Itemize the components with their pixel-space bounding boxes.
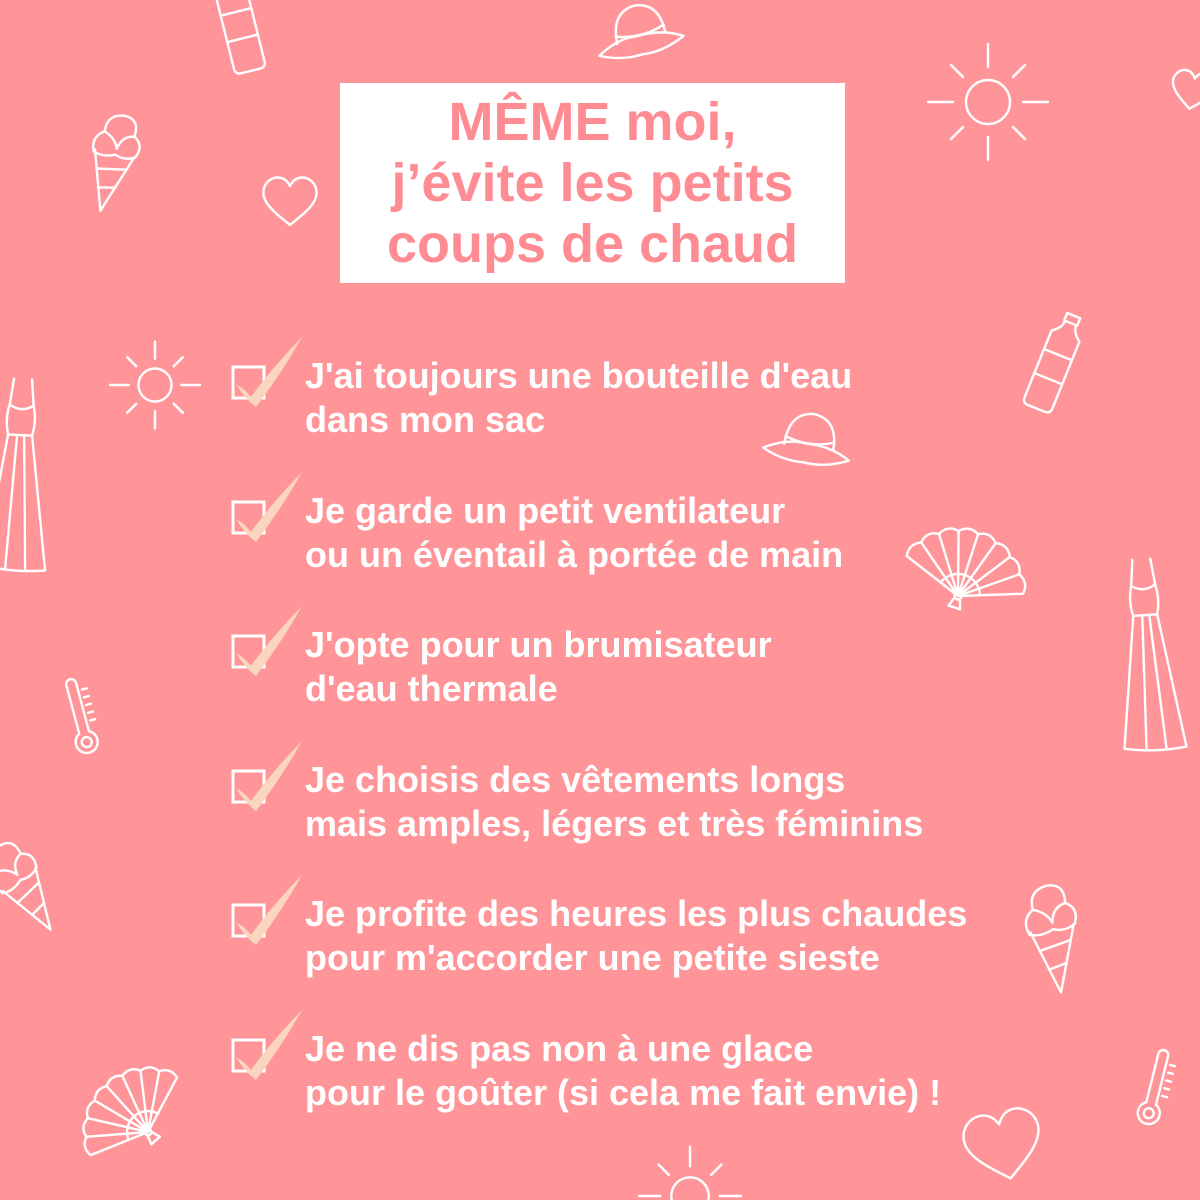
checkmark-icon	[236, 875, 302, 945]
water-bottle-icon	[1022, 310, 1087, 414]
checkbox[interactable]	[230, 867, 310, 947]
title-card	[340, 83, 845, 283]
checkmark-icon	[236, 606, 302, 676]
item-text-line: Je choisis des vêtements longs	[305, 758, 846, 800]
checklist-item	[305, 489, 967, 577]
ice-cream-icon	[78, 110, 146, 216]
ice-cream-icon	[0, 834, 70, 941]
item-text-line: dans mon sac	[305, 399, 546, 440]
item-text-line: Je ne dis pas non à une glace	[305, 1027, 814, 1069]
hand-fan-icon	[62, 1045, 199, 1179]
title-line: MÊME moi,	[448, 91, 737, 152]
checklist-item	[305, 758, 967, 846]
checkbox[interactable]	[230, 1002, 310, 1082]
checklist	[305, 354, 967, 1161]
water-bottle-icon	[210, 0, 266, 75]
title-line: coups de chaud	[386, 213, 799, 274]
item-text-line: pour le goûter (si cela me fait envie) !	[305, 1071, 942, 1113]
checklist-item	[305, 623, 967, 711]
heart-icon	[263, 178, 316, 226]
checkbox[interactable]	[230, 598, 310, 678]
heart-icon	[1169, 68, 1200, 112]
item-text-line: Je profite des heures les plus chaudes	[305, 893, 968, 934]
sun-icon	[110, 342, 200, 429]
checkmark-icon	[236, 741, 302, 811]
item-text-line: pour m'accorder une petite sieste	[305, 937, 880, 978]
ice-cream-icon	[1021, 882, 1086, 996]
thermometer-icon	[1135, 1047, 1178, 1127]
item-text-line: ou un éventail à portée de main	[305, 533, 844, 575]
checklist-item	[305, 1027, 967, 1115]
dress-icon	[1111, 557, 1186, 752]
heart-icon	[960, 1105, 1048, 1187]
checkbox[interactable]	[230, 464, 310, 544]
sun-icon	[928, 44, 1048, 160]
checklist-item	[305, 892, 967, 980]
checkmark-icon	[236, 472, 302, 542]
item-text-line: Je garde un petit ventilateur	[305, 489, 786, 531]
dress-icon	[0, 378, 55, 573]
item-text-line: d'eau thermale	[305, 668, 558, 709]
item-text-line: mais amples, légers et très féminins	[305, 802, 924, 844]
item-text-line: J'ai toujours une bouteille d'eau	[305, 355, 853, 396]
checkmark-icon	[236, 1010, 302, 1080]
checkbox[interactable]	[230, 329, 310, 409]
thermometer-icon	[59, 676, 103, 756]
sun-hat-icon	[591, 0, 686, 63]
checkmark-icon	[236, 337, 302, 407]
checklist-item	[305, 354, 967, 442]
title-line: j’évite les petits	[391, 152, 794, 213]
checkbox[interactable]	[230, 733, 310, 813]
item-text-line: J'opte pour un brumisateur	[305, 624, 772, 665]
